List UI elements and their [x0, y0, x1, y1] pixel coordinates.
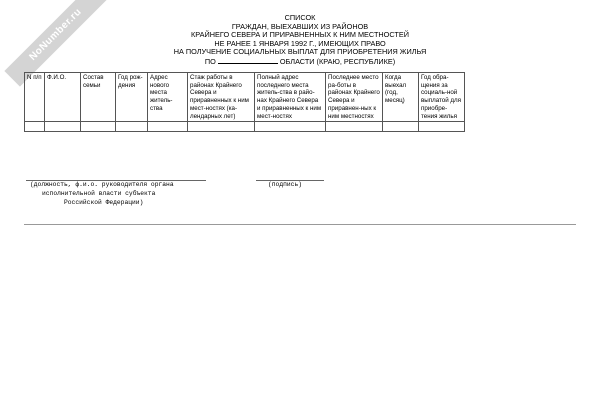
heading-line-6 [120, 57, 480, 67]
table-cell [326, 122, 383, 132]
col-header-new-address: Адрес нового места житель-ства [148, 73, 188, 122]
table-cell [116, 122, 148, 132]
heading-line-2: ГРАЖДАН, ВЫЕХАВШИХ ИЗ РАЙОНОВ [231, 21, 369, 31]
heading-line-6-prefix: ПО [204, 56, 216, 66]
col-header-work-experience: Стаж работы в районах Крайнего Севера и приравненных к ним мест-ностях (ка-лендарных лет) [188, 73, 255, 122]
col-header-birth-year: Год рож-дения [116, 73, 148, 122]
signature-caption: (подпись) [268, 181, 303, 188]
table-cell [45, 122, 81, 132]
col-header-application-year: Год обра-щения за социаль-ной выплатой для приобре-тения жилья [419, 73, 465, 122]
table-cell [419, 122, 465, 132]
region-blank-line [218, 57, 278, 64]
table-header-row [25, 73, 465, 122]
watermark-ribbon: NoNumber.ru [4, 0, 107, 87]
table-cell [25, 122, 45, 132]
heading-title: СПИСОК [284, 13, 316, 22]
citizens-table [24, 72, 465, 132]
heading-line-4: НЕ РАНЕЕ 1 ЯНВАРЯ 1992 Г., ИМЕЮЩИХ ПРАВО [214, 38, 386, 48]
col-header-last-workplace: Последнее место ра-боты в районах Крайнего Севера и приравнен-ных к ним местностях [326, 73, 383, 122]
table-cell [255, 122, 326, 132]
heading-line-6-suffix: ОБЛАСТИ (КРАЮ, РЕСПУБЛИКЕ) [279, 56, 396, 66]
heading-line-3: КРАЙНЕГО СЕВЕРА И ПРИРАВНЕННЫХ К НИМ МЕСТНОСТЕЙ [191, 30, 409, 40]
official-caption-line-3: Российской Федерации) [64, 199, 144, 206]
table-cell [148, 122, 188, 132]
document-heading [120, 14, 480, 67]
table-cell [188, 122, 255, 132]
col-header-family: Состав семьи [81, 73, 116, 122]
table-cell [81, 122, 116, 132]
table-row [25, 122, 465, 132]
col-header-last-address: Полный адрес последнего места житель-ства в райо-нах Крайнего Севера и приравненных к ним мест-ностях [255, 73, 326, 122]
page-divider [24, 224, 576, 225]
heading-line-5: НА ПОЛУЧЕНИЕ СОЦИАЛЬНЫХ ВЫПЛАТ ДЛЯ ПРИОБРЕТЕНИЯ ЖИЛЬЯ [173, 47, 427, 57]
official-caption-line-1: (должность, ф.и.о. руководителя органа [30, 181, 174, 188]
table-cell [383, 122, 419, 132]
col-header-full-name: Ф.И.О. [45, 73, 81, 122]
col-header-number: N п/п [25, 73, 45, 122]
col-header-departure-date: Когда выехал (год, месяц) [383, 73, 419, 122]
official-caption-line-2: исполнительной власти субъекта [42, 190, 156, 197]
